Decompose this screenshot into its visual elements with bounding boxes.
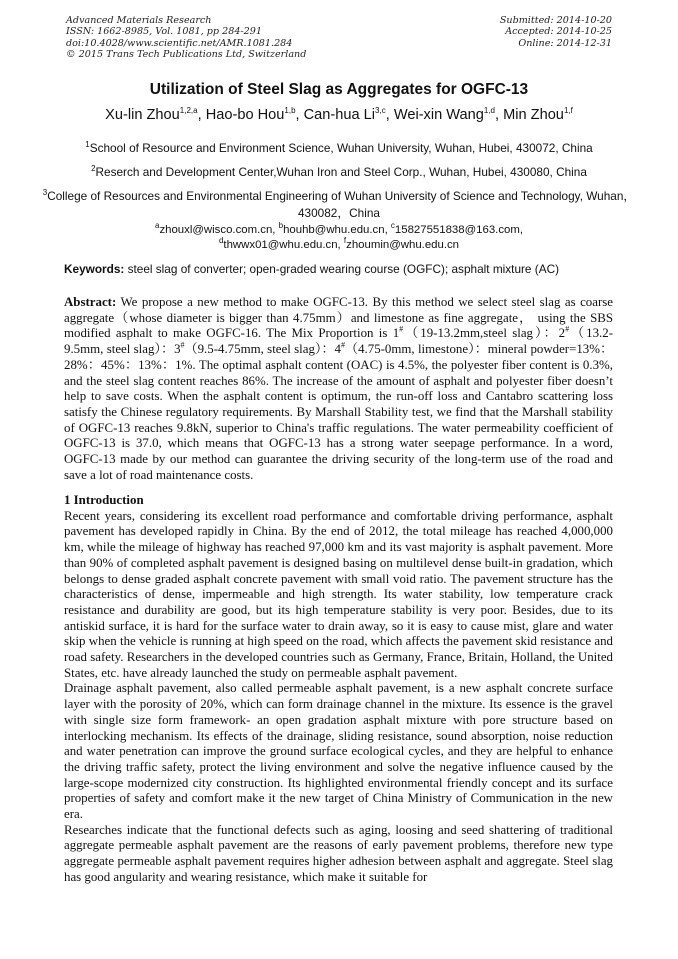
doi-line: doi:10.4028/www.scientific.net/AMR.1081.284	[66, 37, 293, 49]
journal-header-right	[500, 15, 612, 49]
affiliation-1	[40, 140, 638, 157]
abstract-text: （9.5-4.75mm, steel slag）：4	[184, 342, 341, 357]
paragraph: Drainage asphalt pavement, also called permeable asphalt pavement, is a new asphalt concrete surface layer with the porosity of 20%, which can form drainage channel in the mixture. Its essence is the gravel with single size form framework- an open gradation asphalt mixture with pore structure based on interlocking mechanism. Its effects of the drainage, sliding resistance, sound absorption, noise reduction and water penetration can improve the ground surface ecological cycles, and they are helpful to enhance the driving traffic safety, protect the living environment and solve the negative influence caused by the large-scope modernized city construction. Its highlighted environmental friendly concept and its surface properties of safety and comfort make it the new target of China Ministry of Communication in the new era.	[64, 681, 613, 822]
submitted-date: Submitted: 2014-10-20	[499, 15, 612, 26]
affiliation-2	[40, 164, 638, 181]
paragraph: Researches indicate that the functional defects such as aging, loosing and seed shattering of traditional aggregate permeable asphalt pavement are the reasons of early pavement problems, therefore new type aggregate permeable asphalt pavement requires higher adhesion between asphalt and aggregate. Steel slag has good angularity and wearing resistance, which make it suitable for	[64, 822, 613, 884]
email-address: houhb@whu.edu.cn,	[283, 224, 391, 236]
section-introduction	[64, 493, 613, 886]
issn-line: ISSN: 1662-8985, Vol. 1081, pp 284-291	[66, 26, 262, 38]
author-name: Min Zhou	[503, 107, 564, 123]
sieve-mark: #	[399, 325, 404, 335]
journal-header-left	[66, 15, 306, 61]
email-mark: c	[390, 221, 395, 231]
keywords-text: steel slag of converter; open-graded wearing course (OGFC); asphalt mixture (AC)	[124, 262, 560, 276]
author-list: Xu-lin Zhou$^{1,2,a}$, Hao-bo Hou$^{1,b}$, Can-hua Li$^{3,c}$, Wei-xin Wang$^{1,d}$, Min Zhou$^{1,f}$	[105, 106, 573, 123]
email-mark: f	[343, 235, 347, 245]
affiliation-text: Reserch and Development Center,Wuhan Iron and Steel Corp., Wuhan, Hubei, 430080, China	[95, 165, 587, 179]
keywords-label: Keywords:	[64, 262, 125, 276]
email-mark: d	[218, 235, 224, 245]
accepted-date: Accepted: 2014-10-25	[505, 26, 612, 38]
affiliation-mark: 3	[42, 188, 48, 198]
email-address: 15827551838@163.com,	[394, 224, 524, 236]
sieve-mark: #	[180, 340, 185, 350]
author-affiliation-mark: 1,d	[483, 106, 495, 116]
copyright-line: © 2015 Trans Tech Publications Ltd, Switzerland	[66, 49, 307, 61]
online-date: Online: 2014-12-31	[518, 37, 612, 49]
email-mark: a	[154, 221, 160, 231]
sieve-mark: #	[565, 325, 570, 335]
email-address: zhoumin@whu.edu.cn	[346, 238, 460, 251]
abstract-text: （19-13.2mm,steel slag）：2	[403, 326, 566, 341]
abstract-text: （13.2-9.5mm, steel slag）：3	[64, 326, 614, 357]
affiliation-mark: 2	[91, 164, 96, 174]
email-mark: b	[278, 221, 284, 231]
author-affiliation-mark: 1,f	[563, 106, 573, 116]
affiliation-3	[40, 188, 638, 222]
author-affiliation-mark: 3,c	[375, 106, 386, 116]
author-name: Can-hua Li	[303, 107, 376, 123]
sieve-mark: #	[340, 340, 345, 350]
author-name: Hao-bo Hou	[205, 107, 285, 123]
affiliation-text: School of Resource and Environment Science, Wuhan University, Wuhan, Hubei, 430072, China	[89, 141, 593, 155]
abstract	[64, 295, 613, 483]
author-affiliation-mark: 1,b	[284, 106, 296, 116]
abstract-text: We propose a new method to make OGFC-13. By this method we select steel slag as coarse aggregate（whose diameter is bigger than 4.75mm）and limestone as fine aggregate， using the SBS modified asphalt to make OGFC-16. The Mix Proportion is 1	[64, 295, 613, 341]
affiliation-text: College of Resources and Environmental Engineering of Wuhan University of Science and Technology, Wuhan，430082，China	[47, 189, 636, 220]
keywords-line	[64, 262, 624, 277]
author-emails	[40, 223, 638, 252]
author-affiliation-mark: 1,2,a	[179, 106, 198, 116]
email-address: thwwx01@whu.edu.cn,	[223, 238, 344, 251]
abstract-label: Abstract:	[64, 295, 117, 309]
author-name: Wei-xin Wang	[393, 107, 484, 123]
author-name: Xu-lin Zhou	[105, 107, 180, 123]
email-address: zhouxl@wisco.com.cn,	[159, 224, 279, 236]
paper-title: Utilization of Steel Slag as Aggregates for OGFC-13	[149, 81, 529, 98]
journal-name: Advanced Materials Research	[66, 15, 212, 26]
section-heading: 1 Introduction	[64, 493, 144, 507]
abstract-text: （4.75-0mm, limestone）：mineral powder=13%：28%：45%：13%：1%. The optimal asphalt content (OAC) is 4.5%, the polyester fiber content is 0.3%, and the steel slag content reaches 86%. The increase of the amount of asphalt and polyester fiber doesn’t help to save costs. When the asphalt content is optimum, the run-off loss and Cantabro scattering loss satisfy the Chinese regulatory requirements. By Marshall Stability test, we find that the Marshall stability of OGFC-13 reaches 9.8kN, superior to China's traffic regulations. The water permeability coefficient of OGFC-13 is 37.0, which means that OGFC-13 has a strong water seepage performance. In a word, OGFC-13 made by our method can guarantee the driving security of the long-term use of the road and save a lot of road maintenance costs.	[64, 342, 613, 482]
affiliation-mark: 1	[85, 140, 90, 150]
paragraph: Recent years, considering its excellent road performance and comfortable driving performance, asphalt pavement has developed rapidly in China. By the end of 2012, the total mileage has reached 4,000,000 km, while the mileage of highway has reached 97,000 km and its vast majority is asphalt pavement. More than 90% of completed asphalt pavement is designed basing on multilevel dense built-in gradation, which belongs to dense graded asphalt concrete pavement with small void ratio. The pavement structure has the characteristics of dense, impermeable and high strength. Its water stability, low temperature crack resistance and durability are good, but its high temperature stability is very poor. Besides, due to its antiskid surface, it is hard for the surface water to drain away, so it is easy to cause mist, glare and water skip when the vehicle is running at high speed on the road, which affects the pavement skid resistance and road safety. Researchers in the developed countries such as Germany, France, Britain, Holland, the United States, etc. have already launched the study on permeable asphalt pavement.	[64, 508, 613, 680]
